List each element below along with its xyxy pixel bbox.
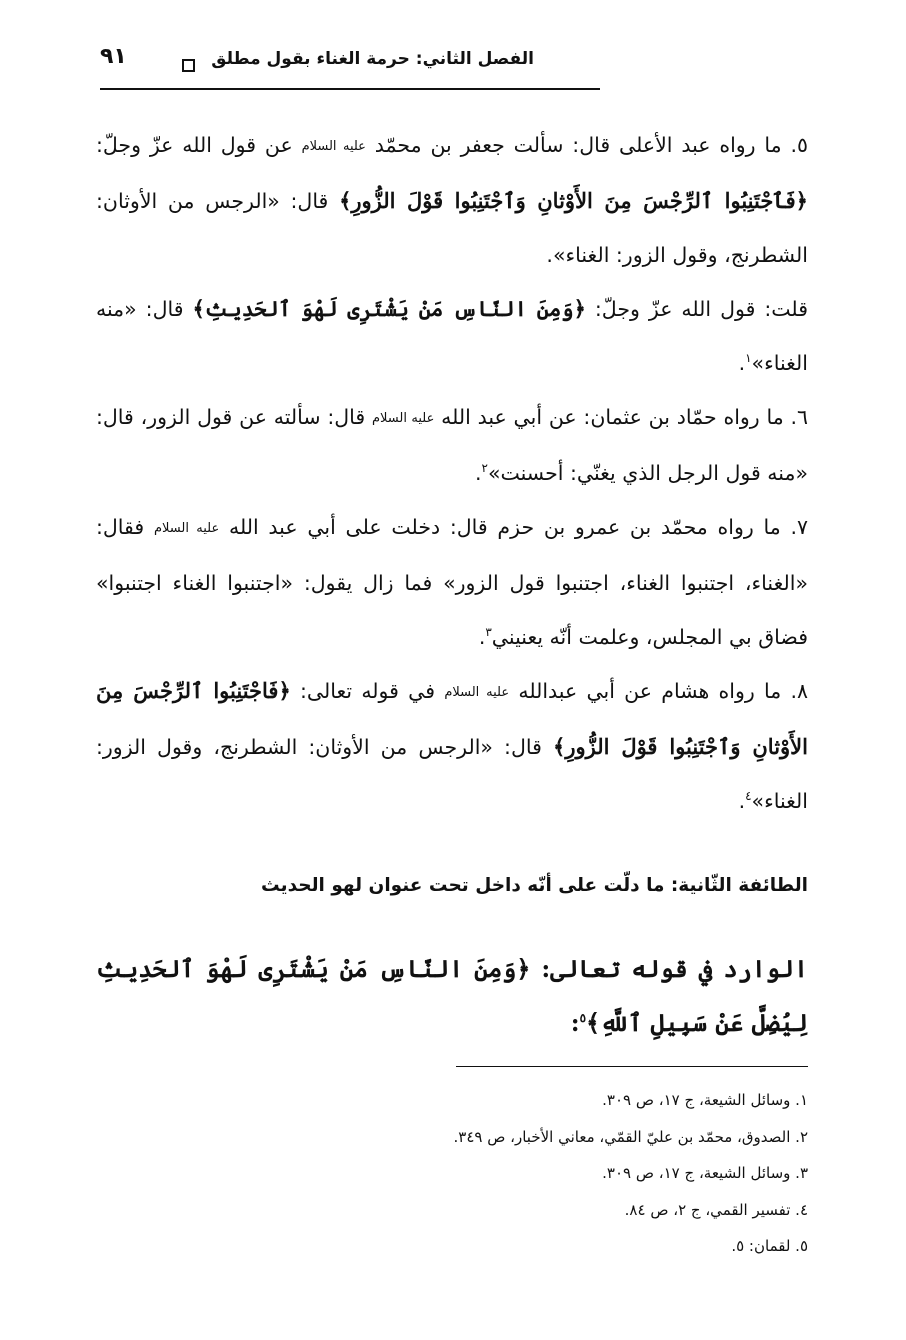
- quran-verse: ﴿وَمِنَ النّاسِ مَنْ يَشْتَرِى لَهْوَ ٱلحَدِيثِ﴾: [192, 296, 586, 321]
- chapter-title: الفصل الثاني: حرمة الغناء بقول مطلق: [211, 49, 534, 69]
- honorific-symbol: عليه السلام: [301, 139, 366, 154]
- paragraph-8: ٨. ما رواه هشام عن أبي عبدالله عليه السلام في قوله تعالى: ﴿فَاجْتَنِبُوا ٱلرِّجْسَ مِنَ الأَوْثانِ وَٱجْتَنِبُوا قَوْلَ الزُّورِ﴾ قال: «الرجس من الأوثان: الشطرنج، وقول الزور: الغناء»$^٤$.: [96, 678, 808, 813]
- paragraph-7: ٧. ما رواه محمّد بن عمرو بن حزم قال: دخلت على أبي عبد الله عليه السلام فقال: «الغناء، اجتنبوا الغناء، اجتنبوا قول الزور» فما زال يقول: «اجتنبوا الغناء اجتنبوا» فضاق بي المجلس، وعلمت أنّه يعنيني$^٣$.: [96, 515, 808, 649]
- footnote-ref: ٢: [481, 461, 488, 476]
- footnote-ref: ٣: [485, 625, 492, 640]
- honorific-symbol: عليه السلام: [372, 411, 435, 426]
- footnote-3: ٣. وسائل الشيعة، ج ١٧، ص ٣٠٩.: [602, 1164, 808, 1182]
- footnote-ref: ٥: [579, 1011, 587, 1025]
- page-number: ٩١: [100, 44, 127, 69]
- honorific-symbol: عليه السلام: [153, 521, 220, 536]
- page-header: [100, 44, 600, 90]
- footnote-2: ٢. الصدوق، محمّد بن عليّ القمّي، معاني الأخبار، ص ٣٤٩.: [453, 1127, 808, 1146]
- footnote-4: ٤. تفسير القمي، ج ٢، ص ٨٤.: [624, 1200, 808, 1219]
- section-paragraph: الوارد في قوله تعالى: ﴿وَمِنَ النّاسِ مَنْ يَشْتَرِى لَهْوَ ٱلحَدِيثِ لِيُضِلَّ عَنْ سَبِيلِ ٱللَّهِ﴾$^٥$:: [96, 954, 809, 1037]
- footnote-1: ١. وسائل الشيعة، ج ١٧، ص ٣٠٩.: [602, 1091, 808, 1109]
- honorific-symbol: عليه السلام: [444, 685, 510, 700]
- quran-verse: ﴿وَمِنَ النّاسِ مَنْ يَشْتَرِى لَهْوَ ٱلحَدِيثِ لِيُضِلَّ عَنْ سَبِيلِ ٱللَّهِ﴾: [96, 954, 808, 1037]
- square-icon: [182, 59, 195, 72]
- quran-verse: ﴿فَٱجْتَنِبُوا ٱلرِّجْسَ مِنَ الأَوْثانِ وَٱجْتَنِبُوا قَوْلَ الزُّورِ﴾: [339, 188, 808, 213]
- footnote-ref: ٤: [745, 789, 752, 804]
- footnote-divider: [456, 1066, 808, 1067]
- quran-verse: ﴿فَاجْتَنِبُوا ٱلرِّجْسَ مِنَ الأَوْثانِ وَٱجْتَنِبُوا قَوْلَ الزُّورِ﴾: [96, 678, 808, 759]
- footnote-5: ٥. لقمان: ٥.: [731, 1237, 808, 1255]
- section-heading: الطائفة الثّانية: ما دلّت على أنّه داخل تحت عنوان لهو الحديث: [261, 875, 808, 896]
- paragraph-6: ٦. ما رواه حمّاد بن عثمان: عن أبي عبد الله عليه السلام قال: سألته عن قول الزور، قال: «منه قول الرجل الذي يغنّي: أحسنت»$^٢$.: [96, 405, 808, 485]
- paragraph-note: قلت: قول الله عزّ وجلّ: ﴿وَمِنَ النّاسِ مَنْ يَشْتَرِى لَهْوَ ٱلحَدِيثِ﴾ قال: «منه الغناء»$^١$.: [96, 296, 808, 375]
- paragraph-5: ٥. ما رواه عبد الأعلى قال: سألت جعفر بن محمّد عليه السلام عن قول الله عزّ وجلّ: ﴿فَٱجْتَنِبُوا ٱلرِّجْسَ مِنَ الأَوْثانِ وَٱجْتَنِبُوا قَوْلَ الزُّورِ﴾ قال: «الرجس من الأوثان: الشطرنج، وقول الزور: الغناء».: [96, 133, 808, 267]
- footnotes-list: [96, 1082, 808, 1265]
- main-text: [96, 118, 808, 828]
- footnote-ref: ١: [745, 351, 752, 366]
